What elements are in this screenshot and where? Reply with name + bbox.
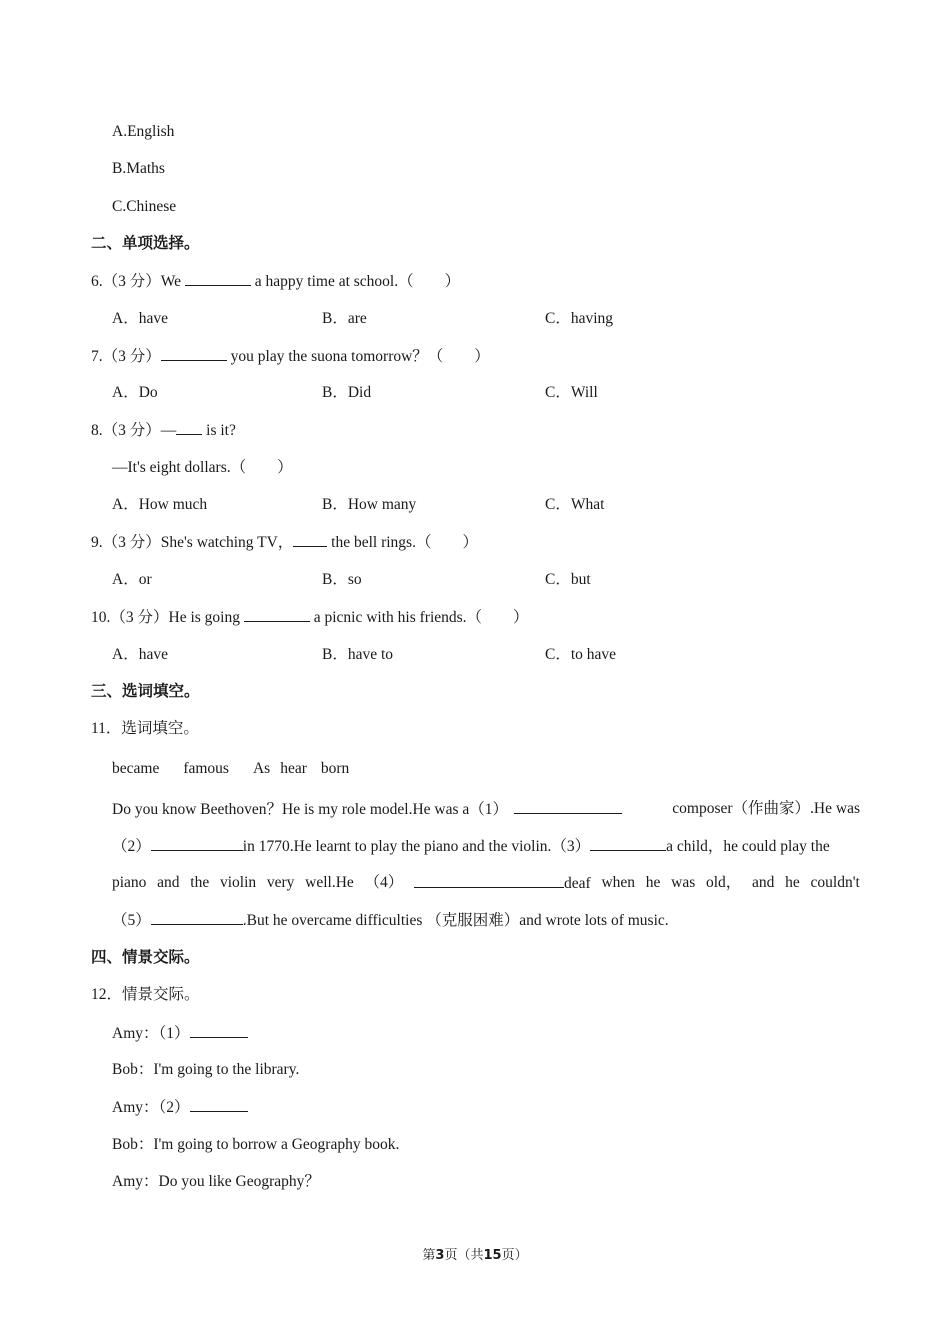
q10-option-b: B．have to [322,646,394,663]
q8-blank [176,420,202,435]
q11-p3-word: couldn't [810,874,860,891]
q9-option-a: A．or [112,571,152,588]
q12-blank-2 [190,1097,248,1112]
q11-p1b: composer（作曲家）.He was [672,800,860,817]
q11-blank-4 [414,873,564,888]
q7-option-c: C．Will [545,384,598,401]
q6-pre: 6.（3 分）We [91,273,185,290]
q11-p3-word: was [671,874,696,891]
q11-blank-5 [151,910,243,925]
question-12-title: 12．情景交际。 [91,986,200,1003]
q11-p3-word: and [157,874,180,891]
q11-p2a: （2） [112,838,151,855]
q11-p3-word: he [785,874,800,891]
question-11-title: 11．选词填空。 [91,720,199,737]
footer-post: 页） [501,1248,528,1263]
q11-blank-3 [590,836,666,851]
q5-option-a: A.English [112,123,175,140]
q11-p3-word: when [601,874,636,891]
word-bank-item: As [252,760,271,777]
section-4-heading: 四、情景交际。 [91,949,200,966]
q12-blank-1 [190,1023,248,1038]
q11-p3-word: he [645,874,661,891]
q9-post: the bell rings.（ ） [327,534,478,551]
q10-post: a picnic with his friends.（ ） [309,609,529,626]
question-10 [91,607,529,628]
q10-option-c: C．to have [545,646,617,663]
q7-post: you play the suona tomorrow？（ ） [226,348,490,365]
dialogue-amy-2: Amy：（2） [112,1099,190,1116]
q8-post: is it? [202,422,236,439]
q11-passage-line-2 [112,836,860,857]
dialogue-line-2: Bob：I'm going to the library. [112,1061,300,1078]
q10-blank [244,607,310,622]
word-bank [112,759,373,779]
q11-p2b: in 1770.He learnt to play the piano and the violin.（3） [242,838,591,855]
question-9 [91,532,478,553]
word-bank-item: famous [183,760,229,777]
q11-p3-word: well.He [305,874,354,891]
q8-pre: 8.（3 分）— [91,422,177,439]
q11-p3-word: the [190,874,210,891]
q6-option-c: C．having [545,310,614,327]
q7-option-a: A．Do [112,384,158,401]
dialogue-amy-1: Amy：（1） [112,1025,190,1042]
q11-passage-line-4 [112,910,669,931]
q11-p4b: .But he overcame difficulties （克服困难）and wrote lots of music. [242,912,669,929]
q8-option-b: B．How many [322,496,417,513]
q11-p3-word: violin [219,874,257,891]
q8-option-c: C．What [545,496,605,513]
q11-p3-word: piano [112,874,147,891]
q8-option-a: A．How much [112,496,208,513]
question-8 [91,420,236,441]
q5-option-b: B.Maths [112,160,165,177]
dialogue-line-5: Amy：Do you like Geography？ [112,1173,320,1190]
q11-blank-2 [151,836,243,851]
q9-pre: 9.（3 分）She's watching TV， [91,534,294,551]
q11-p3-word: old， [705,874,742,891]
q11-p1a: Do you know Beethoven？He is my role model.He was a（1） [112,801,509,818]
q6-option-b: B．are [322,310,367,327]
word-bank-item: became [112,760,160,777]
q11-p3-word: and [752,874,775,891]
q11-p2c-a: a child，he could play the [666,838,830,855]
q9-blank [293,532,327,547]
q8-answer-line: —It's eight dollars.（ ） [112,459,293,476]
q5-option-c: C.Chinese [112,198,177,215]
q7-blank [161,346,227,361]
q11-p3-word: （4） [364,874,404,891]
q11-p3b: deaf [564,875,591,892]
footer-mid: 页（共 [444,1248,484,1263]
footer-page-number: 3 [435,1248,445,1263]
q9-option-b: B．so [322,571,362,588]
word-bank-item: born [320,760,350,777]
q6-post: a happy time at school.（ ） [250,273,461,290]
word-bank-item: hear [280,760,307,777]
q10-option-a: A．have [112,646,168,663]
q7-option-b: B．Did [322,384,372,401]
page-footer [0,1244,950,1263]
q6-blank [185,271,251,286]
q11-passage-line-1 [112,799,860,820]
q11-passage-line-3 [112,873,860,894]
dialogue-line-1 [112,1023,248,1044]
question-7 [91,346,490,367]
q11-p3-word: very [266,874,295,891]
section-2-heading: 二、单项选择。 [91,235,200,252]
dialogue-line-4: Bob：I'm going to borrow a Geography book. [112,1136,400,1153]
question-6 [91,271,460,292]
q11-p4a: （5） [112,912,151,929]
footer-total-pages: 15 [483,1248,502,1263]
section-3-heading: 三、选词填空。 [91,683,200,700]
q6-option-a: A．have [112,310,168,327]
q7-pre: 7.（3 分） [91,348,161,365]
footer-pre: 第 [422,1248,436,1263]
q9-option-c: C．but [545,571,591,588]
q10-pre: 10.（3 分）He is going [91,609,244,626]
dialogue-line-3 [112,1097,248,1118]
q11-blank-1 [514,799,622,814]
